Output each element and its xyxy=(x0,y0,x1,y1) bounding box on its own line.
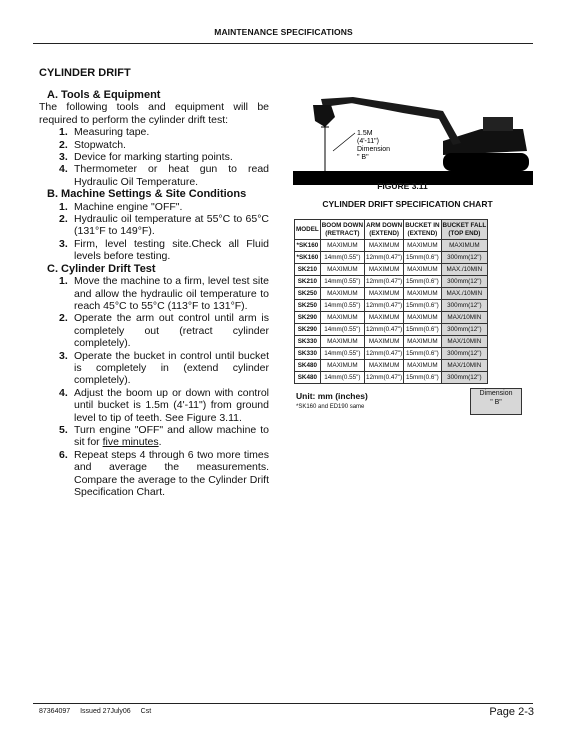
issue-date: Issued 27July06 xyxy=(80,708,131,715)
list-item-number: 1. xyxy=(59,275,68,288)
spec-cell: 300mm(12") xyxy=(441,300,488,312)
table-row xyxy=(295,336,488,348)
excavator-tracks xyxy=(443,153,529,171)
table-row xyxy=(295,372,488,384)
section-b-title: B. Machine Settings & Site Conditions xyxy=(47,188,247,201)
list-item-text: Stopwatch. xyxy=(74,138,126,151)
excavator-cab xyxy=(483,117,513,131)
spec-cell: 12mm(0.47") xyxy=(365,324,404,336)
header-bucket-fall: BUCKET FALL (TOP END) xyxy=(441,220,488,240)
spec-cell: 300mm(12") xyxy=(441,348,488,360)
list-item-number: 3. xyxy=(59,237,68,250)
list-item-text: Move the machine to a firm, level test site and allow the hydraulic oil temperature to reach 45°C to 55°C (113°F to 131°F). xyxy=(74,275,269,312)
units-label: Unit: mm (inches) xyxy=(296,391,368,401)
spec-cell: 300mm(12") xyxy=(441,372,488,384)
table-row xyxy=(295,264,488,276)
table-row xyxy=(295,360,488,372)
model-cell: SK480 xyxy=(295,360,321,372)
model-cell: SK210 xyxy=(295,264,321,276)
spec-cell: MAXIMUM xyxy=(404,240,441,252)
list-item-number: 1. xyxy=(59,126,68,139)
model-cell: SK250 xyxy=(295,288,321,300)
section-c-list xyxy=(39,275,269,498)
section-c-title: C. Cylinder Drift Test xyxy=(47,262,156,275)
spec-cell: MAXIMUM xyxy=(320,288,364,300)
excavator-figure xyxy=(293,89,533,185)
spec-cell: MAXIMUM xyxy=(441,240,488,252)
spec-cell: MAXIMUM xyxy=(365,360,404,372)
spec-cell: MAXIMUM xyxy=(320,360,364,372)
spec-cell: MAXIMUM xyxy=(320,264,364,276)
spec-cell: 300mm(12") xyxy=(441,252,488,264)
figure-caption: FIGURE 3.11 xyxy=(377,181,428,191)
spec-table xyxy=(294,219,488,384)
dimension-box-line-2: " B" xyxy=(490,399,502,406)
spec-cell: 300mm(12") xyxy=(441,276,488,288)
dim-label-1: 1.5M xyxy=(357,130,373,137)
list-item-number: 2. xyxy=(59,138,68,151)
list-item-number: 3. xyxy=(59,151,68,164)
list-item-text: Operate the bucket in control until bucket is completely in (extend cylinder completely). xyxy=(74,349,269,387)
section-a-list xyxy=(39,126,269,188)
table-row xyxy=(295,300,488,312)
doc-code: Cst xyxy=(140,708,152,715)
spec-cell: 15mm(0.6") xyxy=(404,300,441,312)
model-cell: SK250 xyxy=(295,300,321,312)
spec-cell: 14mm(0.55") xyxy=(320,300,364,312)
header-arm-down: ARM DOWN (EXTEND) xyxy=(365,220,404,240)
list-item xyxy=(39,151,269,163)
dimension-box xyxy=(470,388,522,415)
model-cell: SK480 xyxy=(295,372,321,384)
list-item-text: Repeat steps 4 through 6 two more times and average the measurements. Compare the average to the Cylinder Drift Specification Chart. xyxy=(74,448,269,498)
table-row xyxy=(295,276,488,288)
list-item-text: Machine engine "OFF". xyxy=(74,200,183,213)
spec-cell: MAXIMUM xyxy=(404,312,441,324)
dimension-box-line-1: Dimension xyxy=(479,390,513,397)
list-item xyxy=(39,387,269,424)
list-item-text: Hydraulic oil temperature at 55°C to 65°C (131°F to 149°F). xyxy=(74,213,269,238)
list-item xyxy=(39,126,269,138)
model-cell: SK210 xyxy=(295,276,321,288)
list-item xyxy=(39,139,269,151)
spec-cell: 14mm(0.55") xyxy=(320,348,364,360)
list-item-text: Measuring tape. xyxy=(74,126,150,139)
model-cell: SK290 xyxy=(295,324,321,336)
list-item xyxy=(39,424,269,449)
procedure-text xyxy=(39,89,269,498)
section-b-list xyxy=(39,201,269,263)
list-item-number: 6. xyxy=(59,448,68,461)
list-item-number: 2. xyxy=(59,213,68,226)
table-row xyxy=(295,240,488,252)
model-note: *SK160 and ED190 same xyxy=(296,404,365,410)
spec-cell: MAXIMUM xyxy=(365,288,404,300)
spec-cell: MAXIMUM xyxy=(320,312,364,324)
header-boom-down: BOOM DOWN (RETRACT) xyxy=(320,220,364,240)
section-a-title: A. Tools & Equipment xyxy=(47,89,161,101)
spec-cell: 12mm(0.47") xyxy=(365,348,404,360)
list-item-number: 2. xyxy=(59,312,68,325)
spec-cell: MAX./10MIN xyxy=(441,288,488,300)
spec-cell: MAXIMUM xyxy=(404,336,441,348)
list-item xyxy=(39,312,269,349)
list-item-number: 3. xyxy=(59,349,68,362)
list-item-number: 4. xyxy=(59,386,68,399)
spec-cell: 15mm(0.6") xyxy=(404,252,441,264)
table-row xyxy=(295,288,488,300)
dimension-leader xyxy=(333,133,355,151)
spec-cell: MAXIMUM xyxy=(404,264,441,276)
spec-cell: MAXIMUM xyxy=(365,336,404,348)
spec-cell: 14mm(0.55") xyxy=(320,276,364,288)
spec-cell: 12mm(0.47") xyxy=(365,252,404,264)
table-row xyxy=(295,348,488,360)
model-cell: *SK160 xyxy=(295,252,321,264)
spec-cell: MAXIMUM xyxy=(404,360,441,372)
spec-cell: MAXIMUM xyxy=(365,312,404,324)
dim-label-2: (4'-11") xyxy=(357,138,379,145)
spec-cell: 15mm(0.6") xyxy=(404,324,441,336)
list-item xyxy=(39,238,269,263)
spec-cell: MAXIMUM xyxy=(404,288,441,300)
section-a-intro: The following tools and equipment will be required to perform the cylinder drift test: xyxy=(39,101,269,126)
model-cell: SK330 xyxy=(295,336,321,348)
spec-cell: 300mm(12") xyxy=(441,324,488,336)
list-item xyxy=(39,275,269,312)
header-bucket-in: BUCKET IN (EXTEND) xyxy=(404,220,441,240)
dim-label-4: " B" xyxy=(357,154,369,161)
list-item-text: Adjust the boom up or down with control until bucket is 1.5m (4'-11") from ground level to tip of teeth. See Figure 3.11. xyxy=(74,386,269,424)
spec-cell: MAX./10MIN xyxy=(441,264,488,276)
spec-cell: 14mm(0.55") xyxy=(320,324,364,336)
list-item-number: 5. xyxy=(59,423,68,436)
page-number: Page 2-3 xyxy=(489,706,534,718)
spec-cell: MAXIMUM xyxy=(320,336,364,348)
spec-cell: 12mm(0.47") xyxy=(365,300,404,312)
list-item xyxy=(39,213,269,238)
header-model: MODEL xyxy=(295,220,321,240)
table-row xyxy=(295,252,488,264)
excavator-bucket xyxy=(313,105,335,127)
page-title: CYLINDER DRIFT xyxy=(39,67,131,79)
list-item-text: Firm, level testing site.Check all Fluid levels before testing. xyxy=(74,237,269,263)
table-row xyxy=(295,324,488,336)
header-rule xyxy=(33,43,533,44)
list-item-number: 4. xyxy=(59,163,68,176)
spec-cell: 15mm(0.6") xyxy=(404,276,441,288)
spec-header-row xyxy=(295,220,488,240)
spec-cell: MAXIMUM xyxy=(320,240,364,252)
spec-cell: MAX/10MIN xyxy=(441,312,488,324)
page-header: MAINTENANCE SPECIFICATIONS xyxy=(214,27,353,37)
spec-cell: 15mm(0.6") xyxy=(404,348,441,360)
list-item xyxy=(39,449,269,499)
list-item xyxy=(39,163,269,188)
list-item-number: 1. xyxy=(59,200,68,213)
list-item-text: Turn engine "OFF" and allow machine to sit for five minutes. xyxy=(74,423,269,449)
spec-cell: MAX/10MIN xyxy=(441,360,488,372)
list-item-text: Operate the arm out control until arm is completely out (retract cylinder completely). xyxy=(74,312,269,350)
list-item xyxy=(39,201,269,213)
spec-cell: 14mm(0.55") xyxy=(320,372,364,384)
spec-cell: 12mm(0.47") xyxy=(365,372,404,384)
list-item xyxy=(39,350,269,387)
spec-cell: 15mm(0.6") xyxy=(404,372,441,384)
chart-title: CYLINDER DRIFT SPECIFICATION CHART xyxy=(322,199,493,209)
spec-cell: MAXIMUM xyxy=(365,264,404,276)
doc-number: 87364097 xyxy=(39,708,71,715)
table-row xyxy=(295,312,488,324)
model-cell: *SK160 xyxy=(295,240,321,252)
spec-cell: MAX/10MIN xyxy=(441,336,488,348)
spec-cell: 14mm(0.55") xyxy=(320,252,364,264)
spec-cell: 12mm(0.47") xyxy=(365,276,404,288)
footer-rule xyxy=(33,703,533,704)
spec-cell: MAXIMUM xyxy=(365,240,404,252)
model-cell: SK290 xyxy=(295,312,321,324)
dim-label-3: Dimension xyxy=(357,146,391,153)
list-item-text: Device for marking starting points. xyxy=(74,151,233,164)
excavator-illustration xyxy=(293,89,533,185)
footer-info xyxy=(39,708,159,715)
model-cell: SK330 xyxy=(295,348,321,360)
list-item-text: Thermometer or heat gun to read Hydraulic Oil Temperature. xyxy=(74,163,269,188)
